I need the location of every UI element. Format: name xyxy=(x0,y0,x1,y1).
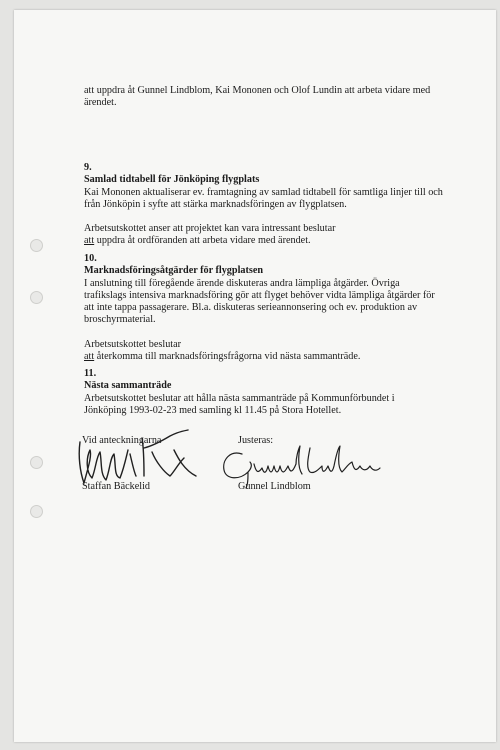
decision-rest: återkomma till marknadsföringsfrågorna vid nästa sammanträde. xyxy=(94,351,361,363)
text-line: Jönköping 1993-02-23 med samling kl 11.45 på Stora Hotellet. xyxy=(84,404,342,416)
section-9 xyxy=(84,162,444,248)
intro-paragraph xyxy=(84,85,444,110)
decision-text xyxy=(84,351,444,363)
section-11 xyxy=(84,368,444,417)
section-heading: Nästa sammanträde xyxy=(84,380,172,392)
signatory-name-left: Staffan Bäckelid xyxy=(82,481,150,492)
section-number: 9. xyxy=(84,162,92,173)
text-line: trafikslags intensiva marknadsföring gör att flyget behöver vidta lämpliga åtgärder för xyxy=(84,289,435,301)
att-keyword: att xyxy=(84,235,95,247)
punch-hole xyxy=(30,239,43,252)
text-line: att inte tappa passagerare. Bl.a. diskuteras serieannonsering och ev. produktion av xyxy=(84,302,418,314)
text-line: att uppdra åt Gunnel Lindblom, Kai Mononen och Olof Lundin att arbeta vidare med xyxy=(84,85,431,96)
text-line: ärendet. xyxy=(84,97,117,109)
signature-label-left: Vid anteckningarna xyxy=(82,435,162,446)
decision-text: Arbetsutskottet beslutar xyxy=(84,338,182,350)
punch-hole xyxy=(30,291,43,304)
section-heading: Marknadsföringsåtgärder för flygplatsen xyxy=(84,265,264,277)
punch-hole xyxy=(30,505,43,518)
signatory-name-right: Gunnel Lindblom xyxy=(238,481,311,492)
section-number: 10. xyxy=(84,253,97,264)
text-line: Arbetsutskottet beslutar att hålla nästa sammanträde på Kommunförbundet i xyxy=(84,392,395,404)
att-keyword: att xyxy=(84,351,95,363)
text-line: Kai Mononen aktualiserar ev. framtagning av samlad tidtabell för samtliga linjer till och xyxy=(84,186,443,198)
punch-hole xyxy=(30,456,43,469)
signature-label-right: Justeras: xyxy=(238,435,274,446)
decision-rest: uppdra åt ordföranden att arbeta vidare med ärendet. xyxy=(94,235,311,247)
text-line: I anslutning till föregående ärende diskuteras andra lämpliga åtgärder. Övriga xyxy=(84,277,400,289)
section-heading: Samlad tidtabell för Jönköping flygplats xyxy=(84,174,260,186)
decision-text xyxy=(84,235,444,247)
decision-text: Arbetsutskottet anser att projektet kan vara intressant beslutar xyxy=(84,223,336,235)
section-10 xyxy=(84,253,444,363)
section-number: 11. xyxy=(84,368,97,379)
text-line: broschyrmaterial. xyxy=(84,314,156,326)
text-line: från Jönköpin i syfte att stärka marknadsföringen av flygplatsen. xyxy=(84,198,347,210)
signature-staffan-backelid xyxy=(74,428,204,488)
